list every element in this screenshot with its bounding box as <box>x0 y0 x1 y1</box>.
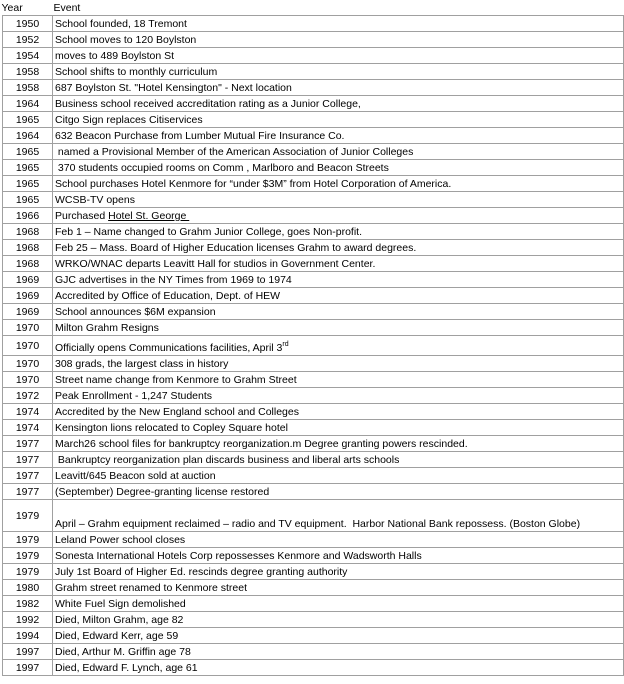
table-row <box>3 128 624 144</box>
table-row <box>3 48 624 64</box>
table-row <box>3 372 624 388</box>
table-row <box>3 548 624 564</box>
table-row <box>3 404 624 420</box>
event-cell: Leavitt/645 Beacon sold at auction <box>53 468 624 484</box>
year-cell: 1970 <box>3 320 53 336</box>
table-row <box>3 272 624 288</box>
event-cell: March26 school files for bankruptcy reorganization.m Degree granting powers rescinded. <box>53 436 624 452</box>
table-row <box>3 208 624 224</box>
table-row <box>3 144 624 160</box>
year-cell: 1977 <box>3 436 53 452</box>
table-row <box>3 500 624 532</box>
header-row <box>3 0 624 16</box>
year-cell: 1965 <box>3 192 53 208</box>
year-cell: 1997 <box>3 660 53 676</box>
table-row <box>3 468 624 484</box>
table-row <box>3 192 624 208</box>
event-cell: moves to 489 Boylston St <box>53 48 624 64</box>
table-row <box>3 612 624 628</box>
table-row <box>3 240 624 256</box>
year-cell: 1965 <box>3 144 53 160</box>
event-cell: School announces $6M expansion <box>53 304 624 320</box>
event-cell: Died, Arthur M. Griffin age 78 <box>53 644 624 660</box>
event-cell: (September) Degree-granting license restored <box>53 484 624 500</box>
year-cell: 1977 <box>3 452 53 468</box>
year-cell: 1982 <box>3 596 53 612</box>
event-cell: Feb 1 – Name changed to Grahm Junior College, goes Non-profit. <box>53 224 624 240</box>
event-cell: Peak Enrollment - 1,247 Students <box>53 388 624 404</box>
event-cell: School purchases Hotel Kenmore for “under $3M” from Hotel Corporation of America. <box>53 176 624 192</box>
year-cell: 1979 <box>3 532 53 548</box>
table-row <box>3 32 624 48</box>
year-cell: 1952 <box>3 32 53 48</box>
event-cell: Died, Edward F. Lynch, age 61 <box>53 660 624 676</box>
year-cell: 1964 <box>3 128 53 144</box>
event-cell: April – Grahm equipment reclaimed – radio and TV equipment. Harbor National Bank repossess. (Boston Globe) <box>53 500 624 532</box>
table-row <box>3 80 624 96</box>
year-cell: 1965 <box>3 112 53 128</box>
year-cell: 1950 <box>3 16 53 32</box>
ordinal-suffix: rd <box>282 341 289 348</box>
table-row <box>3 336 624 356</box>
year-column-header: Year <box>1 1 23 14</box>
table-row <box>3 176 624 192</box>
table-row <box>3 160 624 176</box>
year-cell: 1968 <box>3 256 53 272</box>
event-cell: School moves to 120 Boylston <box>53 32 624 48</box>
timeline-table <box>2 0 624 676</box>
year-cell: 1977 <box>3 484 53 500</box>
table-row <box>3 660 624 676</box>
event-cell: WRKO/WNAC departs Leavitt Hall for studios in Government Center. <box>53 256 624 272</box>
year-cell: 1968 <box>3 224 53 240</box>
event-cell: Feb 25 – Mass. Board of Higher Education licenses Grahm to award degrees. <box>53 240 624 256</box>
year-cell: 1979 <box>3 500 53 532</box>
year-cell: 1969 <box>3 304 53 320</box>
event-cell: Sonesta International Hotels Corp repossesses Kenmore and Wadsworth Halls <box>53 548 624 564</box>
year-cell: 1970 <box>3 356 53 372</box>
event-cell: 687 Boylston St. "Hotel Kensington" - Next location <box>53 80 624 96</box>
event-cell: WCSB-TV opens <box>53 192 624 208</box>
year-cell: 1958 <box>3 64 53 80</box>
year-cell: 1966 <box>3 208 53 224</box>
year-cell: 1969 <box>3 288 53 304</box>
event-cell: Grahm street renamed to Kenmore street <box>53 580 624 596</box>
table-row <box>3 580 624 596</box>
year-cell: 1977 <box>3 468 53 484</box>
hotel-st-george-link[interactable]: Hotel St. George <box>108 210 190 222</box>
event-cell: White Fuel Sign demolished <box>53 596 624 612</box>
event-cell <box>53 336 624 356</box>
event-cell: Bankruptcy reorganization plan discards business and liberal arts schools <box>53 452 624 468</box>
event-cell: Citgo Sign replaces Citiservices <box>53 112 624 128</box>
event-text: Officially opens Communications facilities, April 3 <box>55 342 283 354</box>
table-row <box>3 320 624 336</box>
year-cell: 1980 <box>3 580 53 596</box>
event-cell: Leland Power school closes <box>53 532 624 548</box>
event-cell: named a Provisional Member of the American Association of Junior Colleges <box>53 144 624 160</box>
event-text: Purchased <box>55 210 109 222</box>
event-cell <box>53 208 624 224</box>
year-cell: 1965 <box>3 176 53 192</box>
year-cell: 1965 <box>3 160 53 176</box>
table-row <box>3 256 624 272</box>
event-cell: School shifts to monthly curriculum <box>53 64 624 80</box>
event-cell: 308 grads, the largest class in history <box>53 356 624 372</box>
table-row <box>3 436 624 452</box>
year-cell: 1969 <box>3 272 53 288</box>
table-row <box>3 112 624 128</box>
year-cell: 1970 <box>3 372 53 388</box>
year-cell: 1994 <box>3 628 53 644</box>
event-cell: Died, Edward Kerr, age 59 <box>53 628 624 644</box>
table-row <box>3 532 624 548</box>
table-row <box>3 288 624 304</box>
event-cell: July 1st Board of Higher Ed. rescinds degree granting authority <box>53 564 624 580</box>
table-row <box>3 628 624 644</box>
table-row <box>3 564 624 580</box>
year-cell: 1972 <box>3 388 53 404</box>
event-cell: Accredited by the New England school and Colleges <box>53 404 624 420</box>
table-row <box>3 356 624 372</box>
table-row <box>3 64 624 80</box>
year-cell: 1970 <box>3 336 53 356</box>
event-cell: School founded, 18 Tremont <box>53 16 624 32</box>
year-cell: 1968 <box>3 240 53 256</box>
year-cell: 1979 <box>3 564 53 580</box>
table-row <box>3 96 624 112</box>
event-cell: Kensington lions relocated to Copley Square hotel <box>53 420 624 436</box>
event-cell: 370 students occupied rooms on Comm , Marlboro and Beacon Streets <box>53 160 624 176</box>
year-cell: 1964 <box>3 96 53 112</box>
event-cell: Milton Grahm Resigns <box>53 320 624 336</box>
event-cell: Street name change from Kenmore to Grahm Street <box>53 372 624 388</box>
table-row <box>3 644 624 660</box>
year-cell: 1958 <box>3 80 53 96</box>
year-cell: 1974 <box>3 420 53 436</box>
year-cell: 1974 <box>3 404 53 420</box>
event-cell: Accredited by Office of Education, Dept. of HEW <box>53 288 624 304</box>
event-cell: Business school received accreditation rating as a Junior College, <box>53 96 624 112</box>
table-row <box>3 224 624 240</box>
table-row <box>3 596 624 612</box>
table-row <box>3 304 624 320</box>
event-cell: Died, Milton Grahm, age 82 <box>53 612 624 628</box>
event-column-header: Event <box>53 1 81 14</box>
table-row <box>3 16 624 32</box>
table-row <box>3 452 624 468</box>
year-cell: 1992 <box>3 612 53 628</box>
year-cell: 1954 <box>3 48 53 64</box>
event-cell: 632 Beacon Purchase from Lumber Mutual Fire Insurance Co. <box>53 128 624 144</box>
year-cell: 1979 <box>3 548 53 564</box>
event-cell: GJC advertises in the NY Times from 1969 to 1974 <box>53 272 624 288</box>
table-row <box>3 420 624 436</box>
table-row <box>3 484 624 500</box>
year-cell: 1997 <box>3 644 53 660</box>
table-row <box>3 388 624 404</box>
